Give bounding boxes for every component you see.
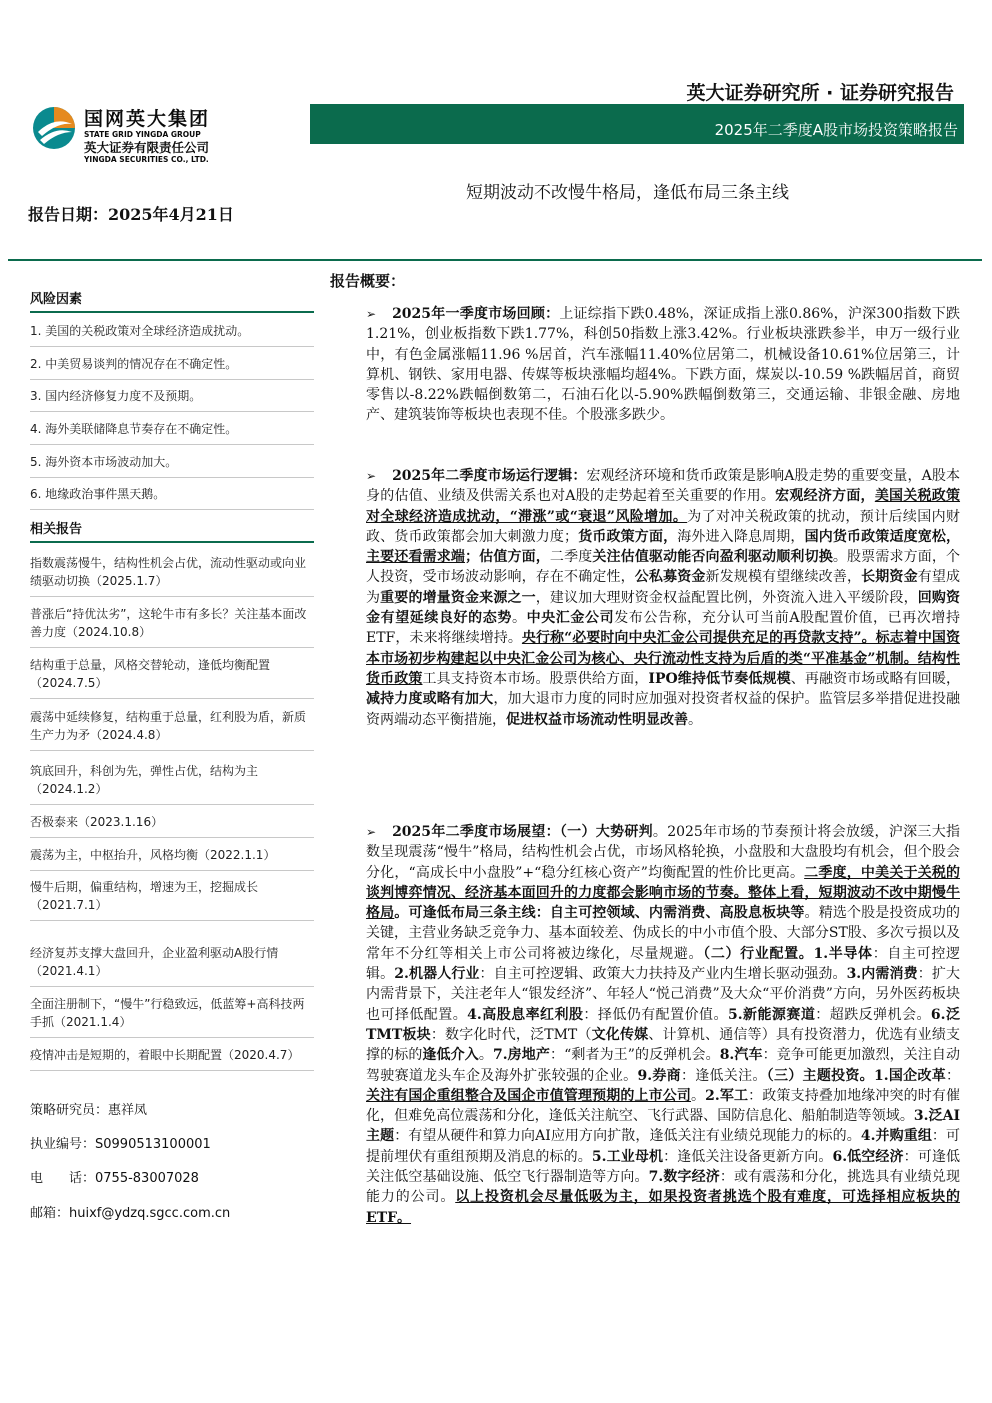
email-link[interactable]: 邮箱：huixf@ydzq.sgcc.com.cn — [30, 1206, 231, 1221]
para-text: 。可逢低布局三条主线：自主可控领域、内需消费、高股息板块等 — [394, 905, 805, 922]
related-report-link[interactable]: 结构重于总量，风格交替轮动，逢低均衡配置（2024.7.5） — [30, 656, 314, 699]
company-logo-text — [84, 108, 284, 165]
report-date: 报告日期：2025年4月21日 — [28, 205, 234, 224]
para-text: 、计算机、通信等）具有投资潜力，优选有业绩支撑的标的 — [366, 1026, 960, 1064]
para-text: 5.新能源赛道 — [727, 1006, 816, 1023]
para-text: ：有望从硬件和算力向AI应用方向扩散，逢低关注有业绩兑现能力的标的。 — [394, 1128, 861, 1145]
para-text: ：“剩者为王”的反弹机会。 — [550, 1047, 720, 1064]
company-name-en: YINGDA SECURITIES CO., LTD. — [84, 155, 209, 164]
license-number: 执业编号：S0990513100001 — [30, 1137, 211, 1152]
para-text: 2.军工 — [705, 1087, 749, 1104]
related-report-link[interactable]: 筑底回升，科创为先，弹性占优，结构为主（2024.1.2） — [30, 762, 314, 805]
institute-title: 英大证券研究所 · 证券研究报告 — [686, 82, 954, 104]
para-text: 逢低介入 — [422, 1047, 479, 1064]
para-text: ，加大退市力度的同时应加强对投资者权益的保护。监管层多举措促进投融资两端动态平衡措施， — [366, 691, 961, 728]
para-text: 长期资金 — [861, 569, 918, 586]
q1-review-paragraph — [366, 304, 960, 426]
headline: 短期波动不改慢牛格局，逢低布局三条主线 — [466, 183, 789, 203]
para-text: 。精选个股是投资成功的关键，主营业务缺乏竞争力、基本面较差、伪成长的中小市值个股、大部分ST股、多次亏损以及常年不分红等相关上市公司将被边缘化，尽量规避。 — [366, 905, 961, 962]
para-text: （三）主题投资。1.国企改革 — [766, 1067, 947, 1084]
related-report-link[interactable]: 慢牛后期，偏重结构，增速为王，挖掘成长（2021.7.1） — [30, 878, 314, 921]
para-text: 、再融资市场或略有回暖， — [790, 670, 961, 687]
para-lead: 2025年二季度市场运行逻辑： — [392, 468, 587, 484]
analyst-name: 策略研究员：惠祥凤 — [30, 1103, 148, 1118]
para-text: 货币政策方面， — [578, 528, 678, 545]
para-text: 宏观经济方面， — [775, 488, 875, 505]
para-text: 减持力度或略有加大 — [366, 691, 494, 708]
q2-logic-paragraph — [366, 466, 960, 730]
group-name-cn: 国网英大集团 — [84, 108, 211, 130]
company-logo-icon — [32, 106, 76, 150]
related-section-title: 相关报告 — [30, 518, 314, 543]
para-text: 回购资金有望延续良好的态势 — [366, 589, 961, 627]
para-text: ：扩大内需背景下，关注老年人“银发经济”、年轻人“悦己消费”及大众“平价消费”方向，另外医药板块也可择低配置。 — [366, 966, 960, 1023]
risk-item: 2. 中美贸易谈判的情况存在不确定性。 — [30, 355, 314, 380]
para-text: 宏观经济环境和货币政策是影响A股走势的重要变量，A股本身的估值、业绩及供需关系也对A股的走势起着至关重要的作用。 — [366, 468, 960, 505]
para-text: IPO维持低节奏低规模 — [648, 670, 791, 687]
para-text: 中央汇金公司 — [526, 610, 615, 627]
para-text: 6.泛TMT板块 — [366, 1006, 960, 1043]
para-text: 上证综指下跌0.48%，深证成指上涨0.86%，沪深300指数下跌1.21%，创业板指数下跌1.77%，科创50指数上涨3.42%。行业板块涨跌参半，申万一级行业中，有色金属涨幅11.96 %居首，汽车涨幅11.40%位居第二，机械设备10.61%位居第三，计算机、钢铁、家用电器、传媒等板块涨幅均超4%。下跌方面，煤炭以-10.59 %跌幅居首，商贸零售以-8.22%跌幅倒数第二，石油石化以-5.90%跌幅倒数第三，交通运输、非银金融、房地产、建筑装饰等板块也表现不佳。个股涨多跌少。 — [366, 306, 960, 424]
para-text: 美国关税政策对全球经济造成扰动，“滞涨”或“衰退”风险增加。 — [366, 488, 961, 525]
para-text: ：逢低关注设备更新方向。 — [663, 1148, 833, 1165]
overview-title: 报告概要： — [330, 272, 406, 290]
para-text: 以上投资机会尽量低吸为主，如果投资者挑选个股有难度，可选择相应板块的ETF。 — [366, 1189, 961, 1226]
related-report-link[interactable]: 震荡中延续修复，结构重于总量，红利股为盾，新质生产力为矛（2024.4.8） — [30, 708, 314, 751]
para-text: 主要还看需求端 — [366, 549, 466, 566]
para-text: 4.并购重组 — [860, 1128, 932, 1145]
related-report-link[interactable]: 疫情冲击是短期的，着眼中长期配置（2020.4.7） — [30, 1046, 314, 1071]
para-text: ：政策支持叠加地缘冲突的时有催化，但难免高位震荡和分化，逢低关注航空、飞行武器、国防信息化、船舶制造等领域。 — [366, 1087, 961, 1125]
para-text: ： — [946, 1067, 961, 1084]
risk-item: 4. 海外美联储降息节奏存在不确定性。 — [30, 420, 314, 445]
para-text: ：择低仍有配置价值。 — [583, 1006, 728, 1023]
para-text: 3.泛AI主题 — [366, 1108, 960, 1145]
para-text: ：或有震荡和分化，挑选具有业绩兑现能力的公司。 — [366, 1169, 961, 1206]
risk-section-title: 风险因素 — [30, 288, 314, 313]
para-text: 促进权益市场流动性明显改善 — [506, 711, 688, 728]
para-text: 有望成为 — [366, 569, 961, 606]
para-text: 4.高股息率红利股 — [467, 1006, 584, 1023]
para-text: 国内货币政策适度宽松， — [804, 528, 961, 545]
report-title: 2025年二季度A股市场投资策略报告 — [714, 121, 958, 139]
para-text: ：自主可控逻辑。 — [366, 945, 961, 983]
para-text: 。 — [511, 610, 527, 627]
para-text: 2.机器人行业 — [394, 966, 480, 983]
para-text: 。 — [691, 1087, 706, 1104]
arrow-bullet-icon: ➢ — [366, 307, 377, 321]
para-text: 二季度，中美关于关税的谈判博弈情况、经济基本面回升的力度都会影响市场的节奏。整体上看，短期波动不改中期慢牛格局 — [366, 864, 961, 922]
related-report-link[interactable]: 普涨后“持优汰劣”，这轮牛市有多长？关注基本面改善力度（2024.10.8） — [30, 605, 314, 648]
phone-number: 电 话：0755-83007028 — [30, 1171, 199, 1186]
para-text: 二季度 — [549, 549, 593, 566]
para-text: 发布公告称，充分认可当前A股配置价值，已再次增持ETF，未来将继续增持。 — [366, 610, 961, 647]
arrow-bullet-icon: ➢ — [366, 469, 377, 483]
para-text: 为了对冲关税政策的扰动，预计后续国内财政、货币政策都会加大刺激力度； — [366, 508, 960, 545]
para-text: ；估值方面， — [465, 549, 550, 566]
para-text: 关注估值驱动能否向盈利驱动顺利切换 — [592, 549, 833, 566]
para-text: 。 — [478, 1047, 493, 1064]
para-text: ：超跌反弹机会。 — [815, 1006, 931, 1023]
company-name-cn: 英大证券有限责任公司 — [84, 140, 210, 155]
para-text: 7.房地产 — [492, 1047, 550, 1064]
q2-outlook-paragraph — [366, 822, 960, 1228]
para-text: 9.券商 — [637, 1067, 681, 1084]
para-text: 重要的增量资金来源之一 — [380, 589, 536, 606]
para-text: ，建议加大理财资金权益配置比例，外资流入进入平缓阶段， — [535, 589, 918, 606]
header-divider — [8, 259, 982, 261]
para-text: 新发规模有望继续改善， — [705, 569, 862, 586]
para-text: 8.汽车 — [719, 1047, 763, 1064]
para-text: 5.工业母机 — [591, 1148, 664, 1165]
para-text: ：可逢低关注低空基础设施、低空飞行器制造等方向。 — [366, 1148, 961, 1186]
para-text: ：数字化时代，泛TMT（ — [430, 1026, 592, 1043]
risk-item: 1. 美国的关税政策对全球经济造成扰动。 — [30, 322, 314, 347]
para-text: 文化传媒 — [591, 1026, 649, 1043]
related-report-link[interactable]: 震荡为主，中枢抬升，风格均衡（2022.1.1） — [30, 846, 314, 871]
para-text: ：逢低关注。 — [680, 1067, 767, 1084]
related-report-link[interactable]: 指数震荡慢牛，结构性机会占优，流动性驱动或向业绩驱动切换（2025.1.7） — [30, 554, 314, 597]
para-text: ：竞争可能更加激烈，关注自动驾驶赛道龙头车企及海外扩张较强的企业。 — [366, 1047, 960, 1084]
para-text: （二）行业配置。1.半导体 — [703, 945, 873, 962]
risk-item: 6. 地缘政治事件黑天鹅。 — [30, 485, 314, 510]
arrow-bullet-icon: ➢ — [366, 825, 377, 839]
risk-item: 5. 海外资本市场波动加大。 — [30, 453, 314, 478]
para-text: 6.低空经济 — [832, 1148, 904, 1165]
para-text: 工具支持资本市场 — [422, 670, 536, 687]
para-text: ：自主可控逻辑、政策大力扶持及产业内生增长驱动强劲。 — [479, 966, 847, 983]
para-lead: 2025年一季度市场回顾： — [392, 306, 560, 322]
para-text: 。 — [688, 711, 702, 728]
risk-item: 3. 国内经济修复力度不及预期。 — [30, 387, 314, 412]
related-report-link[interactable]: 全面注册制下，“慢牛”行稳致远，低蓝筹+高科技两手抓（2021.1.4） — [30, 995, 314, 1038]
para-lead: 2025年二季度市场展望：（一）大势研判 — [392, 824, 653, 840]
para-text: 海外进入降息周期， — [677, 528, 805, 545]
para-text: 7.数字经济 — [648, 1169, 720, 1186]
related-report-link[interactable]: 经济复苏支撑大盘回升，企业盈利驱动A股行情（2021.4.1） — [30, 944, 314, 987]
para-text: 公私募资金 — [634, 569, 706, 586]
para-text: 。股票需求方面，个人投资，受市场波动影响，存在不确定性， — [366, 549, 961, 586]
para-text: 央行称“必要时向中央汇金公司提供充足的再贷款支持”。标志着中国资本市场初步构建起以中央汇金公司为核心、央行流动性支持为后盾的类“平准基金”机制。结构性货币政策 — [366, 630, 960, 687]
para-text: 3.内需消费 — [846, 966, 918, 983]
para-text: ：可提前埋伏有重组预期及消息的标的。 — [366, 1128, 961, 1165]
para-text: 关注有国企重组整合及国企市值管理预期的上市公司 — [366, 1087, 692, 1104]
para-text: 。股票供给方面， — [535, 670, 649, 687]
group-name-en: STATE GRID YINGDA GROUP — [84, 130, 201, 139]
related-report-link[interactable]: 否极泰来（2023.1.16） — [30, 813, 314, 838]
para-text: 。2025年市场的节奏预计将会放缓，沪深三大指数呈现震荡“慢牛”格局，结构性机会占优，市场风格轮换，小盘股和大盘股均有机会，但个股会分化，“高成长中小盘股”+“稳分红核心资产”均衡配置的性价比更高。 — [366, 824, 960, 881]
